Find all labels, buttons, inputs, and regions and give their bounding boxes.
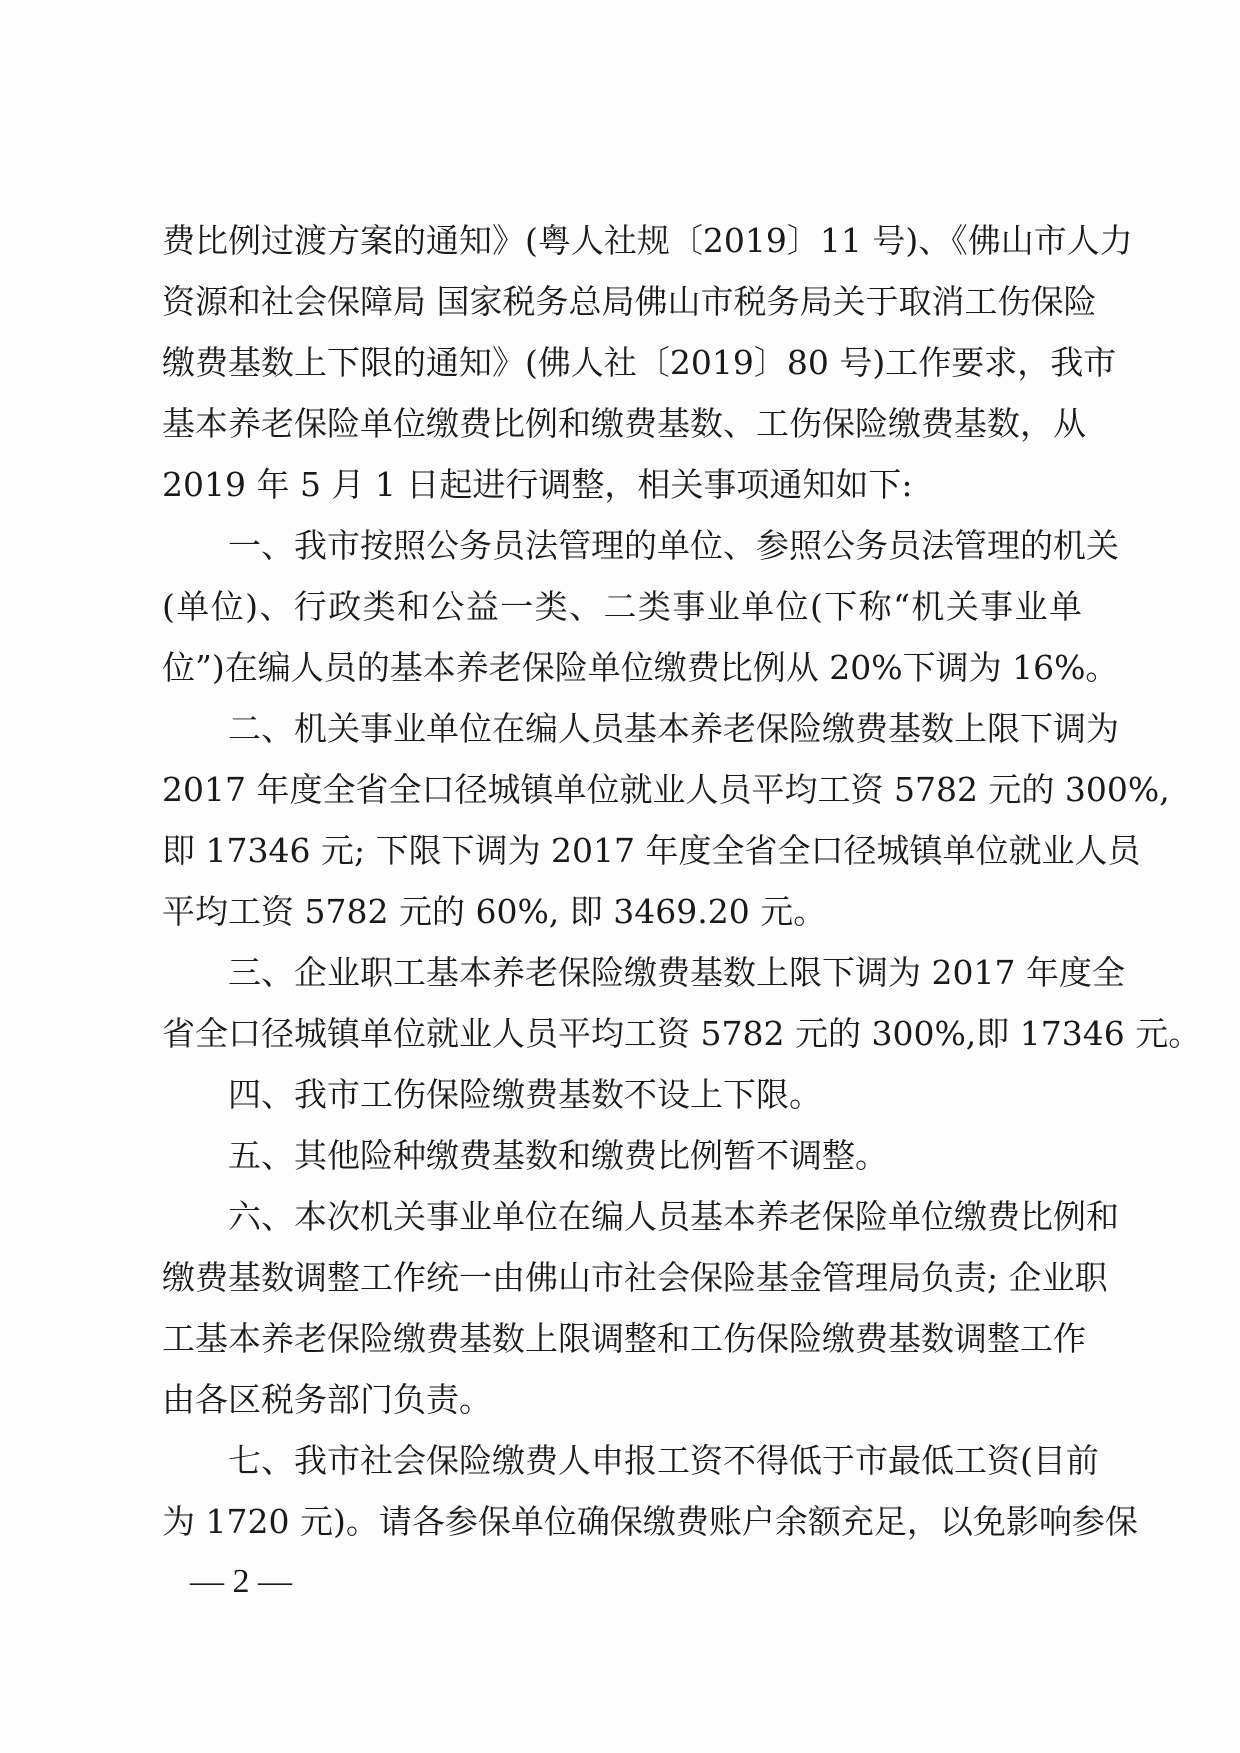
text-line: 为 1720 元)。请各参保单位确保缴费账户余额充足，以免影响参保 xyxy=(162,1502,1138,1541)
text-line: 位”)在编人员的基本养老保险单位缴费比例从 20%下调为 16%。 xyxy=(162,648,1119,687)
text-line: 平均工资 5782 元的 60%, 即 3469.20 元。 xyxy=(162,892,827,931)
text-line: 即 17346 元; 下限下调为 2017 年度全省全口径城镇单位就业人员 xyxy=(162,831,1141,870)
text-line: 费比例过渡方案的通知》(粤人社规〔2019〕11 号)、《佛山市人力 xyxy=(162,221,1133,260)
text-line: 三、企业职工基本养老保险缴费基数上限下调为 2017 年度全 xyxy=(162,953,1125,992)
text-line: (单位)、行政类和公益一类、二类事业单位(下称“机关事业单 xyxy=(162,587,1082,626)
text-line: 资源和社会保障局 国家税务总局佛山市税务局关于取消工伤保险 xyxy=(162,282,1097,321)
document-body xyxy=(162,210,1202,1552)
text-line: 基本养老保险单位缴费比例和缴费基数、工伤保险缴费基数，从 xyxy=(162,404,1086,443)
text-line: 七、我市社会保险缴费人申报工资不得低于市最低工资(目前 xyxy=(162,1441,1099,1480)
text-line: 缴费基数上下限的通知》(佛人社〔2019〕80 号)工作要求，我市 xyxy=(162,343,1117,382)
text-line: 缴费基数调整工作统一由佛山市社会保险基金管理局负责; 企业职 xyxy=(162,1258,1108,1297)
text-line: 由各区税务部门负责。 xyxy=(162,1380,492,1419)
text-line: 五、其他险种缴费基数和缴费比例暂不调整。 xyxy=(162,1136,888,1175)
text-line: 二、机关事业单位在编人员基本养老保险缴费基数上限下调为 xyxy=(162,709,1119,748)
text-line: 六、本次机关事业单位在编人员基本养老保险单位缴费比例和 xyxy=(162,1197,1119,1236)
page-number: — 2 — xyxy=(190,1563,292,1600)
text-line: 工基本养老保险缴费基数上限调整和工伤保险缴费基数调整工作 xyxy=(162,1319,1086,1358)
text-line: 一、我市按照公务员法管理的单位、参照公务员法管理的机关 xyxy=(162,526,1119,565)
text-line: 2019 年 5 月 1 日起进行调整，相关事项通知如下: xyxy=(162,465,913,504)
text-line: 四、我市工伤保险缴费基数不设上下限。 xyxy=(162,1075,822,1114)
text-line: 2017 年度全省全口径城镇单位就业人员平均工资 5782 元的 300%, xyxy=(162,770,1170,809)
text-line: 省全口径城镇单位就业人员平均工资 5782 元的 300%,即 17346 元。 xyxy=(162,1014,1202,1053)
